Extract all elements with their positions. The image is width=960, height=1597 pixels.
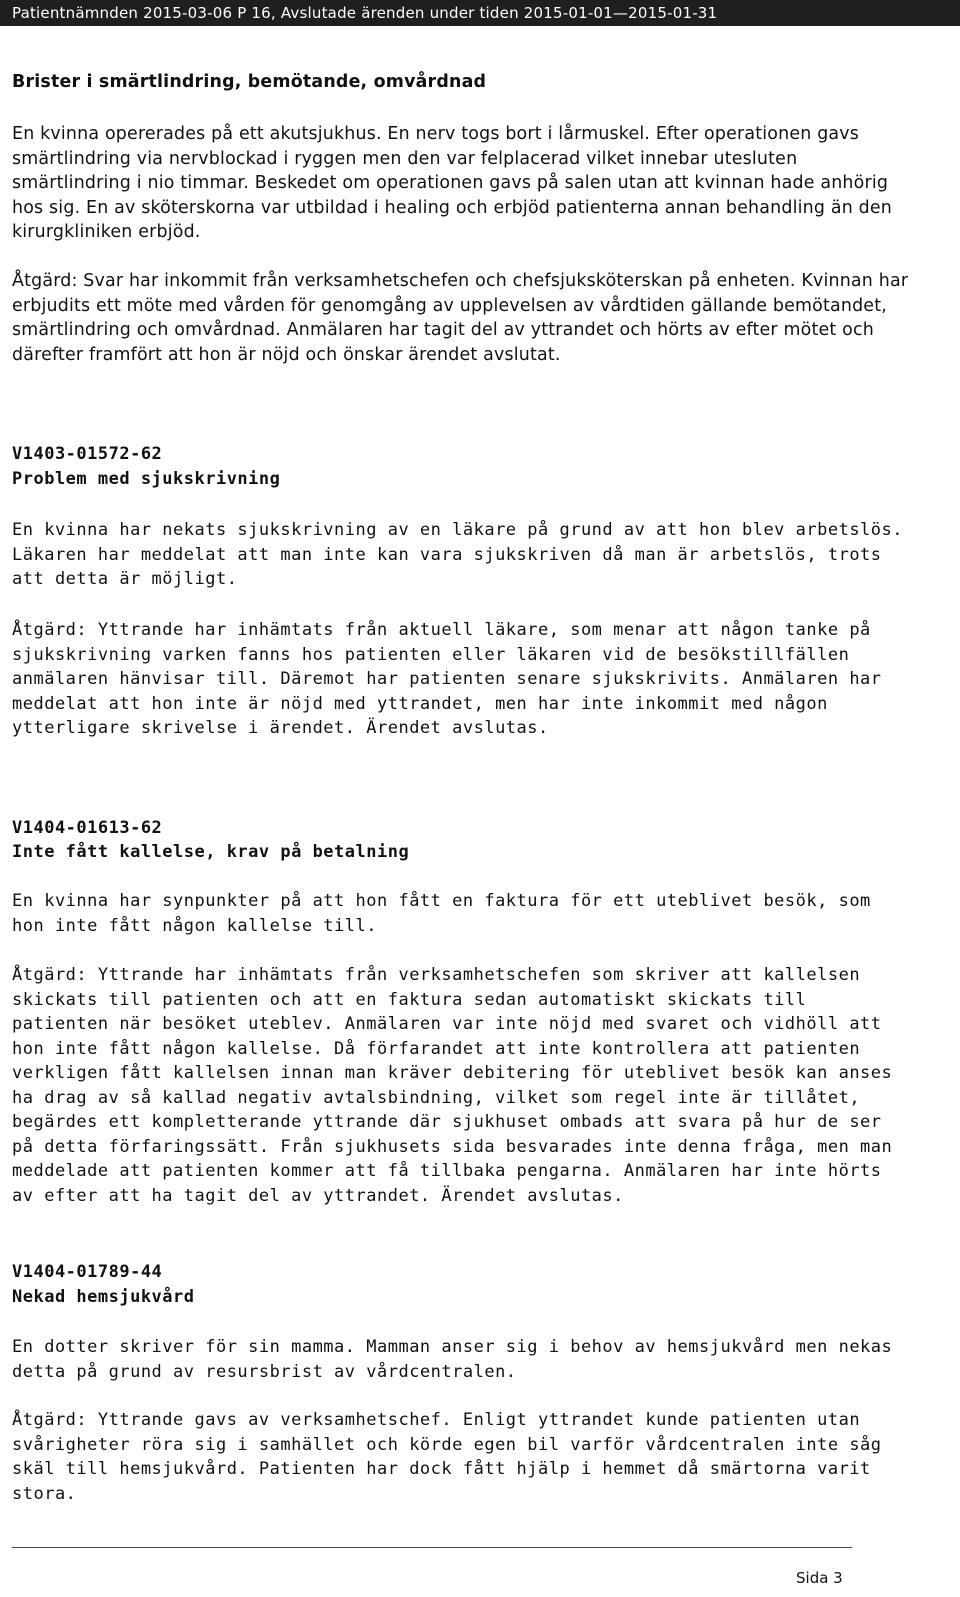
case-description-text: En kvinna har nekats sjukskrivning av en läkare på grund av att hon blev arbetslös. Läkaren har meddelat att man inte kan vara sjukskriven då man är arbetslös, trots att detta är möjligt. <box>12 520 903 589</box>
case-description <box>12 1335 912 1384</box>
case-description-text: En kvinna opererades på ett akutsjukhus. En nerv togs bort i lårmuskel. Efter operationen gavs smärtlindring via nervblockad i ryggen men den var felplacerad vilket innebar utesluten smärtlindring i nio timmar. Beskedet om operationen gavs på salen utan att kvinnan hade anhörig hos sig. En av sköterskorna var utbildad i healing och erbjöd patienterna annan behandling än den kirurgkliniken erbjöd. <box>12 124 893 242</box>
case-id: V1403-01572-62 <box>12 444 163 464</box>
case-action-text: Åtgärd: Svar har inkommit från verksamhetschefen och chefsjuksköterskan på enheten. Kvinnan har erbjudits ett möte med vården för genomgång av upplevelsen av vårdtiden gällande bemötandet, smärtlindring och omvårdnad. Anmälaren har tagit del av yttrandet och hörts av efter mötet och därefter framfört att hon är nöjd och önskar ärendet avslutat. <box>12 271 909 365</box>
case-action-text: Åtgärd: Yttrande gavs av verksamhetschef. Enligt yttrandet kunde patienten utan svårigheter röra sig i samhället och körde egen bil varför vårdcentralen inte såg skäl till hemsjukvård. Patienten har dock fått hjälp i hemmet då smärtorna varit stora. <box>12 1410 882 1504</box>
page-number: Sida 3 <box>796 1569 843 1587</box>
case-id: V1404-01789-44 <box>12 1262 163 1282</box>
case-id: V1404-01613-62 <box>12 818 163 838</box>
case-description <box>12 889 912 938</box>
case-action-text: Åtgärd: Yttrande har inhämtats från verksamhetschefen som skriver att kallelsen skickats till patienten och att en faktura sedan automatiskt skickats till patienten när besöket uteblev. Anmälaren var inte nöjd med svaret och vidhöll att hon inte fått någon kallelse. Då förfarandet att inte kontrollera att patienten verkligen fått kallelsen innan man kräver debitering för uteblivet besök kan anses ha drag av så kallad negativ avtalsbindning, vilket som regel inte är tillåtet, begärdes ett kompletterande yttrande där sjukhuset ombads att svara på hur de ser på detta förfaringssätt. Från sjukhusets sida besvarades inte denna fråga, men man meddelade att patienten kommer att få tillbaka pengarna. Anmälaren har inte hörts av efter att ha tagit del av yttrandet. Ärendet avslutas. <box>12 965 893 1206</box>
case-title: Nekad hemsjukvård <box>12 1287 195 1307</box>
case-description <box>12 122 912 245</box>
page-header <box>0 0 960 26</box>
case-description-text: En kvinna har synpunkter på att hon fått en faktura för ett uteblivet besök, som hon inte fått någon kallelse till. <box>12 891 871 936</box>
case-description <box>12 518 912 592</box>
case-title: Inte fått kallelse, krav på betalning <box>12 842 410 862</box>
case-action <box>12 269 912 367</box>
case-title: Brister i smärtlindring, bemötande, omvårdnad <box>12 72 487 92</box>
case-action-text: Åtgärd: Yttrande har inhämtats från aktuell läkare, som menar att någon tanke på sjukskrivning varken fanns hos patienten eller läkaren vid de besökstillfällen anmälaren hänvisar till. Däremot har patienten senare sjukskrivits. Anmälaren har meddelat att hon inte är nöjd med yttrandet, men har inte inkommit med någon ytterligare skrivelse i ärendet. Ärendet avslutas. <box>12 620 882 738</box>
footer-divider <box>12 1547 852 1548</box>
case-title: Problem med sjukskrivning <box>12 469 281 489</box>
case-action <box>12 1408 912 1506</box>
case-description-text: En dotter skriver för sin mamma. Mamman anser sig i behov av hemsjukvård men nekas detta på grund av resursbrist av vårdcentralen. <box>12 1337 893 1382</box>
case-action <box>12 618 912 741</box>
header-text: Patientnämnden 2015-03-06 P 16, Avslutade ärenden under tiden 2015-01-01—2015-01-31 <box>12 4 718 22</box>
case-action <box>12 963 912 1208</box>
